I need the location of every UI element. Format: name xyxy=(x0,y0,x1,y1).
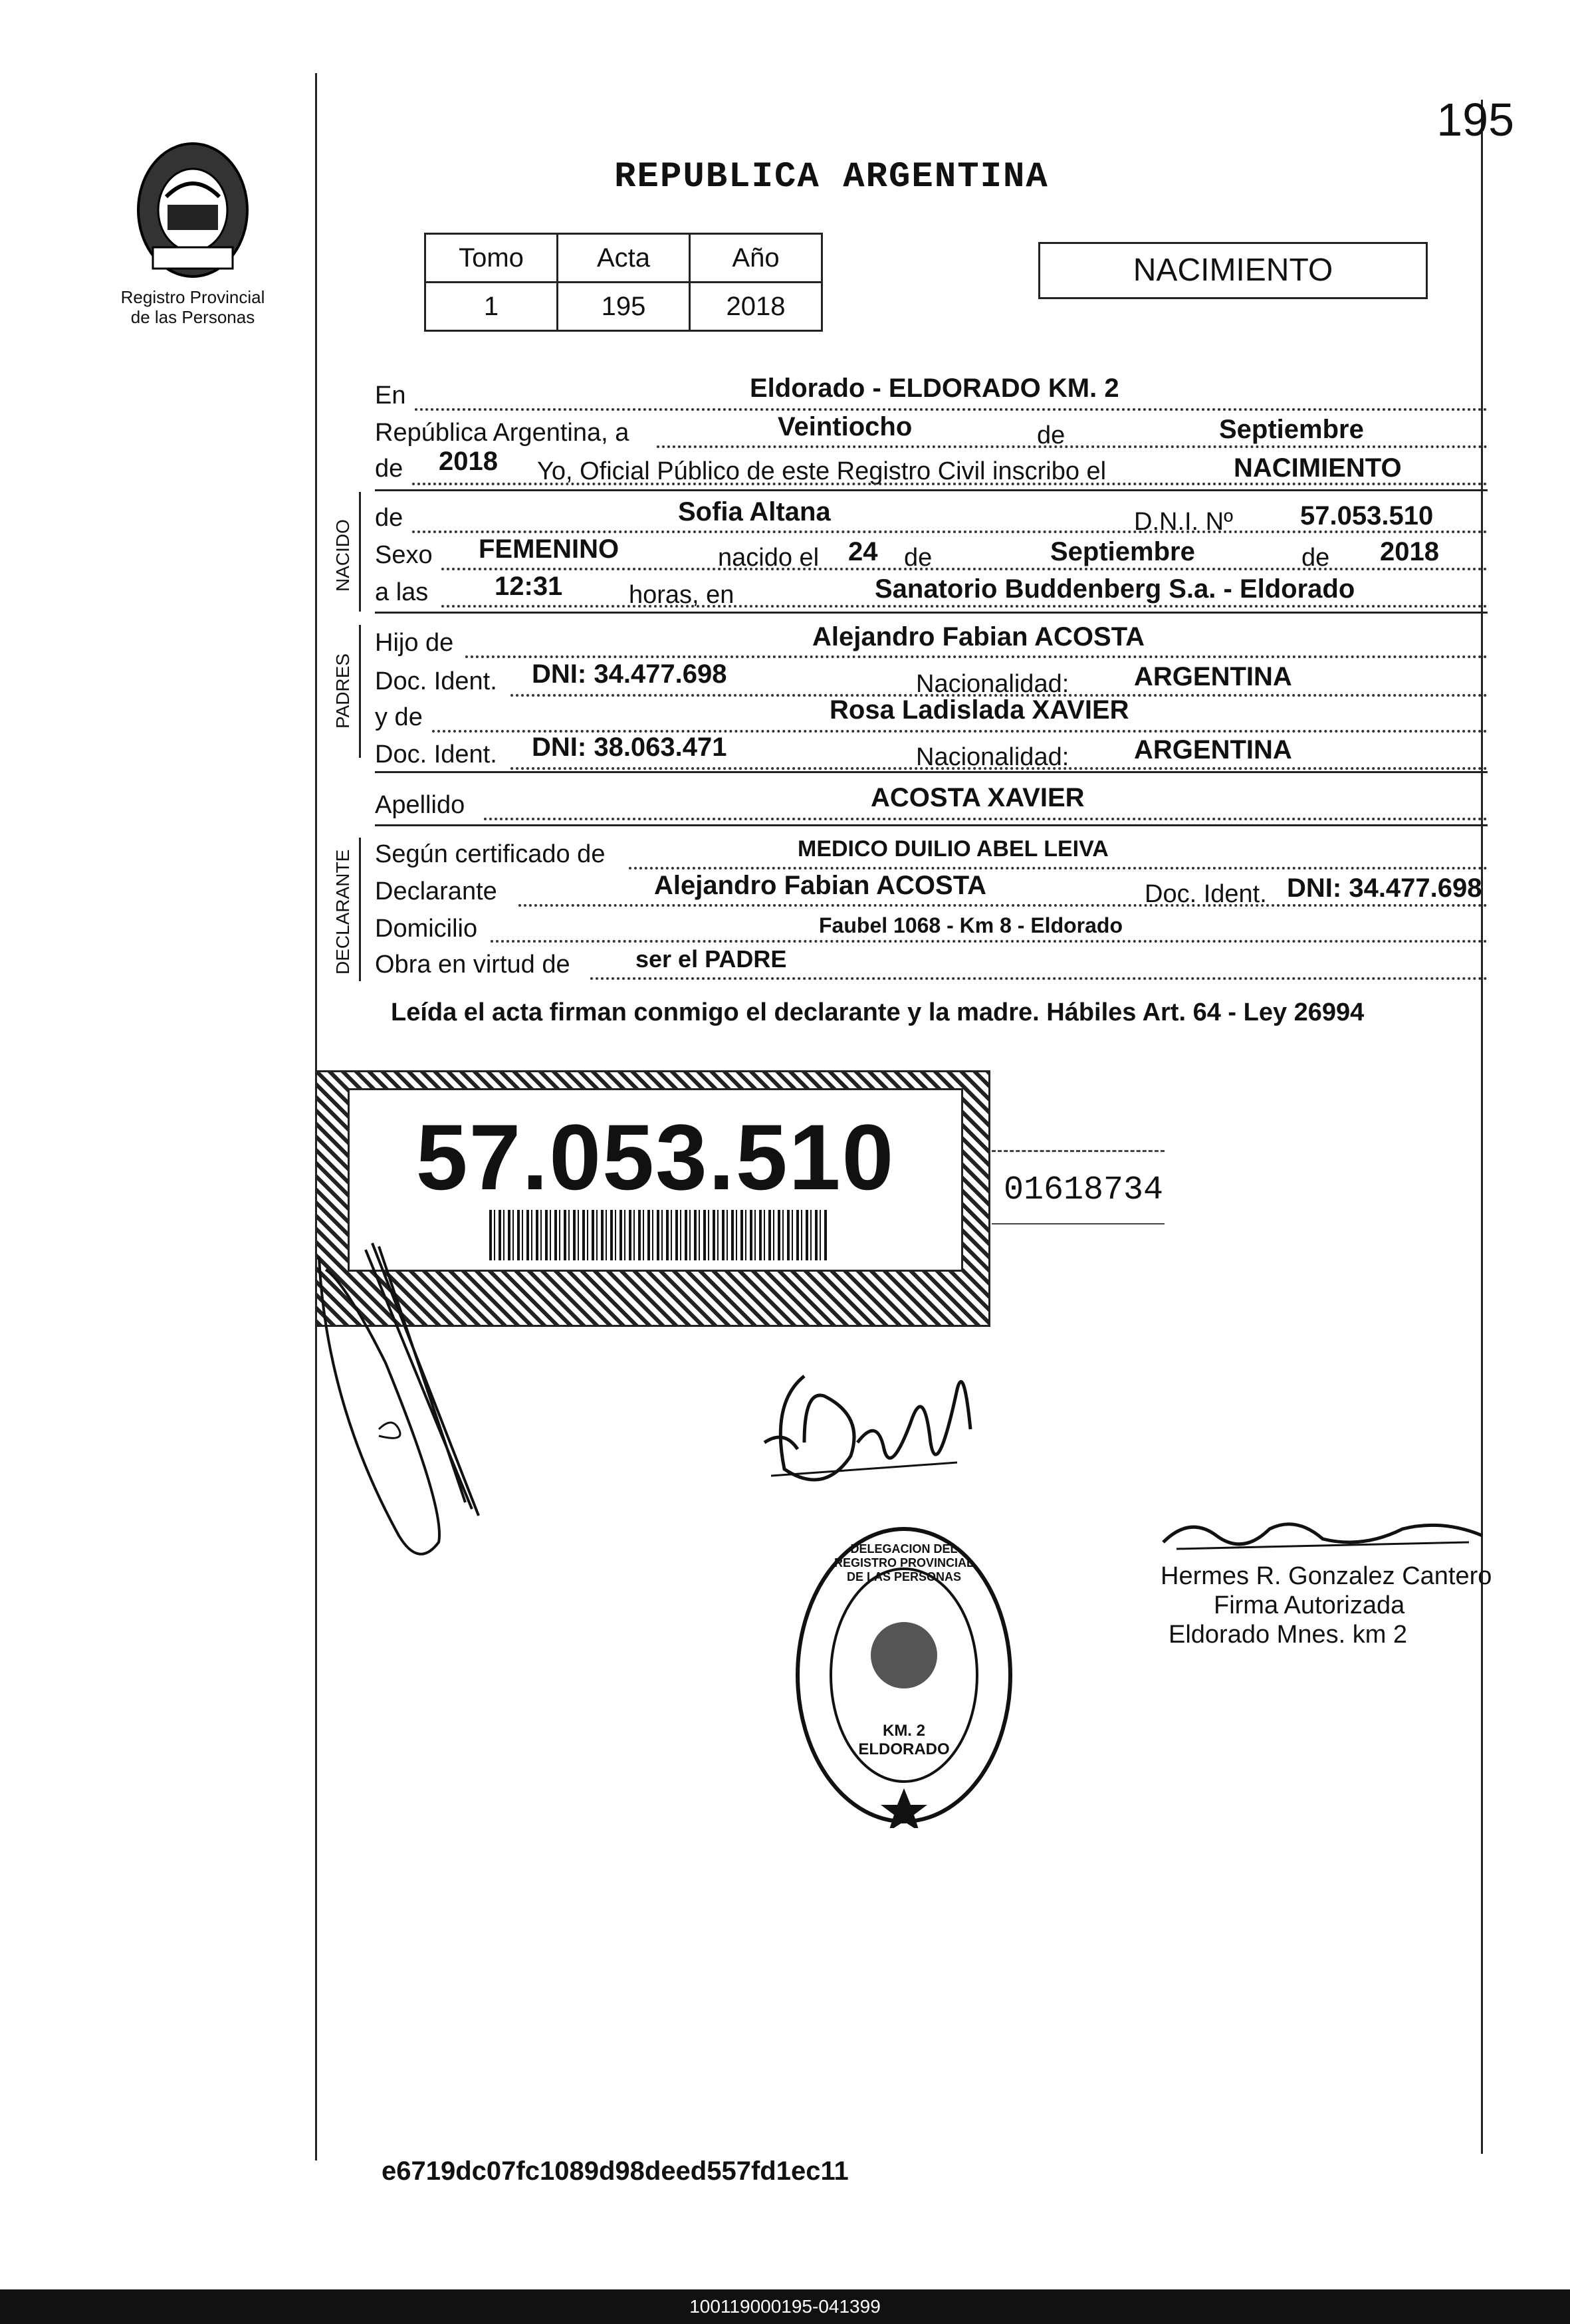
newborn-dni: 57.053.510 xyxy=(1300,501,1434,530)
place-dots xyxy=(415,408,1488,411)
mother-nationality: ARGENTINA xyxy=(1134,735,1292,764)
father-nationality: ARGENTINA xyxy=(1134,662,1292,691)
born-label-de2: de xyxy=(1301,544,1330,572)
newborn-dots-2 xyxy=(441,568,1488,570)
dni-big-number: 57.053.510 xyxy=(415,1105,895,1209)
signatory-role: Firma Autorizada xyxy=(1214,1591,1405,1619)
date-event: NACIMIENTO xyxy=(1234,453,1402,483)
newborn-name: Sofia Altana xyxy=(678,497,831,526)
son-of-label: Hijo de xyxy=(375,629,454,657)
mother-signature xyxy=(758,1363,984,1496)
certificate-value: MEDICO DUILIO ABEL LEIVA xyxy=(798,836,1109,862)
tomo-label: Tomo xyxy=(425,234,558,283)
mother-nationality-label: Nacionalidad: xyxy=(916,743,1069,771)
father-name: Alejandro Fabian ACOSTA xyxy=(812,622,1145,651)
province-logo xyxy=(126,130,259,283)
serial-number: 01618734 xyxy=(1004,1171,1164,1209)
capacity-value: ser el PADRE xyxy=(635,945,787,973)
seal-center-text: KM. 2 ELDORADO xyxy=(858,1722,950,1758)
date-statement: Yo, Oficial Público de este Registro Civil inscribo el xyxy=(537,457,1107,485)
padres-bracket xyxy=(359,625,361,758)
newborn-label-de: de xyxy=(375,504,403,532)
hours-label: horas, en xyxy=(629,581,734,609)
serial-overline xyxy=(992,1150,1165,1154)
newborn-dni-label: D.N.I. Nº xyxy=(1134,508,1233,536)
time-label: a las xyxy=(375,578,429,606)
declarant-dots-1 xyxy=(629,867,1488,870)
born-month: Septiembre xyxy=(1050,537,1195,566)
newborn-sex: FEMENINO xyxy=(479,534,619,564)
org-name-line1: Registro Provincial xyxy=(120,287,265,307)
year-label-de: de xyxy=(375,455,403,483)
register-table xyxy=(424,233,823,332)
father-doc-label: Doc. Ident. xyxy=(375,667,497,695)
date-label-a: República Argentina, a xyxy=(375,419,629,447)
page-number: 195 xyxy=(1436,94,1514,146)
separator-2 xyxy=(375,612,1488,614)
date-dots xyxy=(657,445,1488,448)
section-padres: PADRES xyxy=(332,653,353,729)
document-title: REPUBLICA ARGENTINA xyxy=(614,157,1049,197)
official-seal xyxy=(791,1522,1017,1828)
acta-label: Acta xyxy=(558,234,690,283)
born-time: 12:31 xyxy=(495,572,563,601)
declarant-signature xyxy=(306,1230,518,1575)
and-label: y de xyxy=(375,703,423,731)
surname-dots xyxy=(484,818,1488,820)
acta-value: 195 xyxy=(558,283,690,331)
anio-label: Año xyxy=(690,234,822,283)
mother-doc: DNI: 38.063.471 xyxy=(532,733,727,762)
tomo-value: 1 xyxy=(425,283,558,331)
born-label-de: de xyxy=(904,544,933,572)
section-declarante: DECLARANTE xyxy=(332,849,353,975)
father-doc: DNI: 34.477.698 xyxy=(532,659,727,689)
place-value: Eldorado - ELDORADO KM. 2 xyxy=(750,374,1119,403)
separator-4 xyxy=(375,824,1488,826)
declarant-doc-label: Doc. Ident. xyxy=(1145,880,1267,908)
declarante-bracket xyxy=(359,838,361,981)
surname-value: ACOSTA XAVIER xyxy=(871,783,1085,812)
date-label-de: de xyxy=(1037,421,1065,449)
capacity-label: Obra en virtud de xyxy=(375,951,570,979)
born-day: 24 xyxy=(848,537,878,566)
section-nacido: NACIDO xyxy=(332,519,353,592)
declarant-name: Alejandro Fabian ACOSTA xyxy=(654,871,987,900)
born-label: nacido el xyxy=(718,544,820,572)
father-nationality-label: Nacionalidad: xyxy=(916,670,1069,698)
nacido-bracket xyxy=(359,492,361,612)
separator-1 xyxy=(375,489,1488,491)
seal-text: DELEGACION DEL REGISTRO PROVINCIAL DE LAS PERSONAS xyxy=(834,1542,974,1583)
certificate-label: Según certificado de xyxy=(375,840,606,868)
declarant-label: Declarante xyxy=(375,877,497,905)
signatory-office: Eldorado Mnes. km 2 xyxy=(1169,1621,1408,1649)
barcode-bars xyxy=(489,1210,828,1260)
act-type-box: NACIMIENTO xyxy=(1038,242,1428,299)
newborn-dots-3 xyxy=(441,605,1488,608)
sex-label: Sexo xyxy=(375,541,433,569)
surname-label: Apellido xyxy=(375,791,465,819)
closing-note: Leída el acta firman conmigo el declarante y la madre. Hábiles Art. 64 - Ley 26994 xyxy=(391,998,1365,1026)
date-year: 2018 xyxy=(439,447,498,476)
serial-underline xyxy=(992,1223,1165,1224)
born-place: Sanatorio Buddenberg S.a. - Eldorado xyxy=(875,574,1355,604)
date-day: Veintiocho xyxy=(778,412,913,441)
declarant-dots-4 xyxy=(590,977,1488,980)
mother-doc-label: Doc. Ident. xyxy=(375,741,497,768)
document-id-bar: 100119000195-041399 xyxy=(0,2289,1570,2324)
address-label: Domicilio xyxy=(375,915,478,943)
org-name-line2: de las Personas xyxy=(130,307,255,327)
anio-value: 2018 xyxy=(690,283,822,331)
separator-3 xyxy=(375,771,1488,773)
declarant-dots-3 xyxy=(491,940,1488,943)
place-label: En xyxy=(375,382,406,409)
date-month: Septiembre xyxy=(1219,415,1364,444)
signatory-name: Hermes R. Gonzalez Cantero xyxy=(1161,1562,1492,1590)
document-hash: e6719dc07fc1089d98deed557fd1ec11 xyxy=(382,2156,849,2186)
declarant-dots-2 xyxy=(518,904,1488,907)
declarant-doc: DNI: 34.477.698 xyxy=(1287,873,1482,903)
statement-dots xyxy=(412,483,1488,485)
address-value: Faubel 1068 - Km 8 - Eldorado xyxy=(819,913,1123,937)
authorized-signature xyxy=(1150,1509,1496,1562)
born-year: 2018 xyxy=(1380,537,1439,566)
mother-name: Rosa Ladislada XAVIER xyxy=(830,695,1129,725)
parents-dots-1 xyxy=(465,655,1488,658)
